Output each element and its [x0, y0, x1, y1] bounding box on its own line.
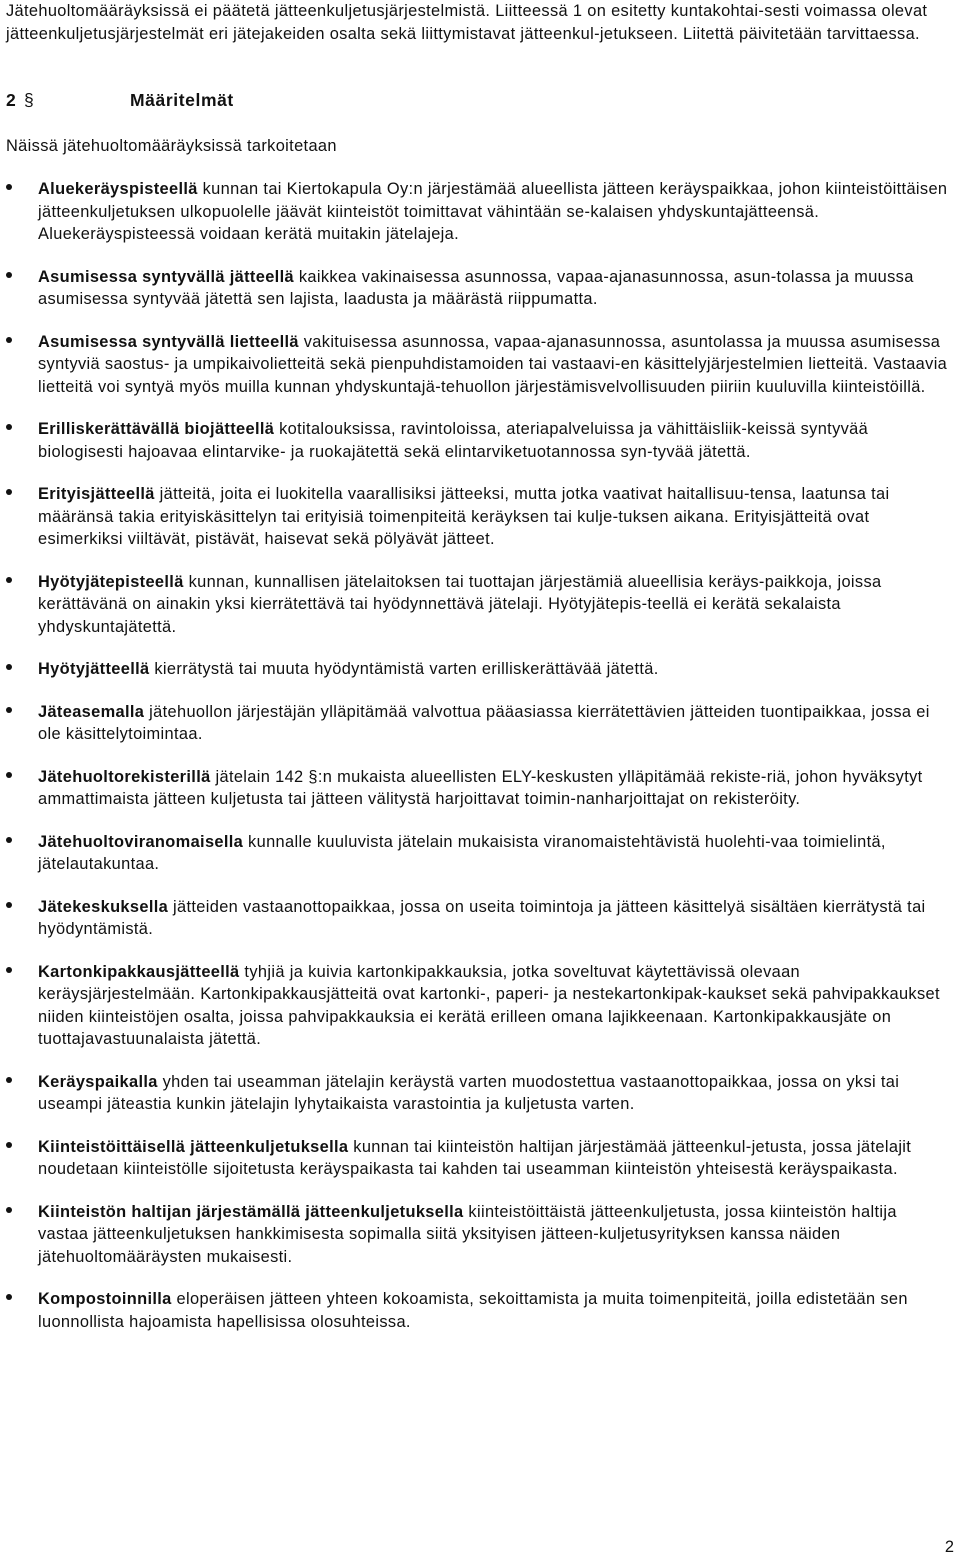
bullet-icon: [6, 337, 12, 343]
definition-item: [0, 1288, 960, 1333]
bullet-icon: [6, 707, 12, 713]
definition-term: Asumisessa syntyvällä jätteellä: [38, 267, 294, 286]
definition-text: kunnalle kuuluvista jätelain mukaisista viranomaistehtävistä huolehti-vaa toimielintä, jätelautakuntaa.: [38, 832, 886, 873]
definition-item: [0, 831, 960, 876]
definition-text: kunnan tai kiinteistön haltijan järjestämää jätteenkul-jetusta, jossa jätelajit noudetaan kiinteistölle sijoitetusta keräyspaikasta tai kahden tai useamman kiinteistön yhteisestä keräyspaikasta.: [38, 1137, 912, 1178]
intro-paragraph: Jätehuoltomääräyksissä ei päätetä jätteenkuljetusjärjestelmistä. Liitteessä 1 on esitetty kuntakohtai-sesti voimassa olevat jätteenkuljetusjärjestelmät eri jätejakeiden osalta sekä liittymistavat jätteenkul-jetukseen. Liitettä päivitetään tarvittaessa.: [6, 2, 928, 43]
bullet-icon: [6, 184, 12, 190]
definition-term: Aluekeräyspisteellä: [38, 180, 198, 198]
section-number: 2: [6, 90, 17, 110]
bullet-icon: [6, 772, 12, 778]
bullet-icon: [6, 424, 12, 430]
definition-text: vakituisessa asunnossa, vapaa-ajanasunnossa, asuntolassa ja muussa asumisessa syntyviä saostus- ja umpikaivolietteitä sekä pienpuhdistamoiden tai vastaavi-en käsittelyjärjestelmien lietteitä. Vastaavia lietteitä voi syntyä myös muilla kunnan yhdyskuntajä-tehuollon järjestämisvelvollisuuden piiriin kuuluvilla kiinteistöillä.: [38, 332, 948, 396]
definition-text: jätehuollon järjestäjän ylläpitämää valvottua pääasiassa kierrätettävien jätteiden tuontipaikkaa, jossa ei ole käsittelytoimintaa.: [38, 702, 930, 743]
definition-term: Kompostoinnilla: [38, 1290, 172, 1308]
definition-term: Kartonkipakkausjätteellä: [38, 962, 240, 981]
definition-item: [0, 1136, 960, 1181]
definition-term: Keräyspaikalla: [38, 1072, 158, 1091]
definition-term: Asumisessa syntyvällä lietteellä: [38, 332, 299, 351]
definition-term: Hyötyjätteellä: [38, 660, 150, 678]
section-symbol: §: [24, 90, 35, 110]
bullet-icon: [6, 1077, 12, 1083]
definition-text: tyhjiä ja kuivia kartonkipakkauksia, jotka soveltuvat käytettävissä olevaan keräysjärjestelmään. Kartonkipakkausjätteitä ovat kartonki-, paperi- ja nestekartonkipak-kaukset sekä pahvipakkaukset niiden kiinteistöjen osalta, joissa pahvipakkauksia ei kerätä erilleen omana lajikkeenaan. Kartonkipakkausjäte on tuottajavastuunalaista jätettä.: [38, 962, 940, 1048]
definition-item: [0, 961, 960, 1051]
definition-term: Kiinteistöittäisellä jätteenkuljetuksella: [38, 1137, 349, 1156]
definition-item: [0, 331, 960, 399]
bullet-icon: [6, 489, 12, 495]
bullet-icon: [6, 967, 12, 973]
definition-text: yhden tai useamman jätelajin keräystä varten muodostettua vastaanottopaikkaa, jossa on yksi tai useampi jäteastia kunkin jätelajin lyhytaikaista varastointia ja kuljetusta varten.: [38, 1072, 900, 1113]
definition-item: [0, 1071, 960, 1116]
definition-text: kaikkea vakinaisessa asunnossa, vapaa-ajanasunnossa, asun-tolassa ja muussa asumisessa syntyvää jätettä sen lajista, laadusta ja määrästä riippumatta.: [38, 267, 914, 308]
definition-item: [0, 658, 960, 681]
bullet-icon: [6, 577, 12, 583]
bullet-icon: [6, 1294, 12, 1300]
definition-item: [0, 766, 960, 811]
definition-text: kunnan, kunnallisen jätelaitoksen tai tuottajan järjestämiä alueellisia keräys-paikkoja, joissa kerättävänä on ainakin yksi kierrätettävä tai hyödynnettävä jätelaji. Hyötyjätepis-teellä ei kerätä sekalaista yhdyskuntajätettä.: [38, 572, 882, 636]
definition-term: Erilliskerättävällä biojätteellä: [38, 420, 275, 438]
definition-text: jätteiden vastaanottopaikkaa, jossa on useita toimintoja ja jätteen käsittelyä sisältäen kierrätystä tai hyödyntämistä.: [38, 897, 926, 938]
section-heading: [6, 88, 906, 112]
lead-paragraph: Näissä jätehuoltomääräyksissä tarkoitetaan: [6, 137, 337, 155]
definition-text: kiinteistöittäistä jätteenkuljetusta, jossa kiinteistön haltija vastaa jätteenkuljetuksen hankkimisesta sopimalla siitä yksityisen jätteen-kuljetusyrityksen kanssa näiden jätehuoltomääräysten mukaisesti.: [38, 1202, 897, 1266]
definition-term: Jätehuoltorekisterillä: [38, 767, 211, 786]
definition-item: [0, 483, 960, 551]
bullet-icon: [6, 664, 12, 670]
definition-item: [0, 701, 960, 746]
definition-text: kierrätystä tai muuta hyödyntämistä varten erilliskerättävää jätettä.: [149, 660, 659, 678]
definition-term: Jätehuoltoviranomaisella: [38, 832, 244, 851]
definition-text: kunnan tai Kiertokapula Oy:n järjestämää alueellista jätteen keräyspaikkaa, johon kiinteistöittäisen jätteenkuljetuksen ulkopuolelle jäävät kiinteistöt toimittavat vähintään se-kalaisen yhdyskuntajätteensä. Aluekeräyspisteessä voidaan kerätä muitakin jätelajeja.: [38, 180, 948, 243]
page-number: 2: [944, 1538, 954, 1556]
definition-item: [0, 266, 960, 311]
definition-item: [0, 418, 960, 463]
definition-item: [0, 1201, 960, 1269]
section-title: Määritelmät: [130, 90, 234, 110]
definition-term: Erityisjätteellä: [38, 485, 155, 503]
bullet-icon: [6, 272, 12, 278]
definitions-list: [0, 178, 960, 1353]
bullet-icon: [6, 1207, 12, 1213]
definition-item: [0, 178, 960, 246]
bullet-icon: [6, 1142, 12, 1148]
definition-term: Jätekeskuksella: [38, 897, 169, 916]
definition-text: jätteitä, joita ei luokitella vaarallisiksi jätteeksi, mutta jotka vaativat haitallisuu-tensa, laatunsa tai määränsä takia erityiskäsittelyn tai erityisiä toimenpiteitä keräyksen tai kulje-tuksen aikana. Erityisjätteitä ovat esimerkiksi viiltävät, pistävät, haisevat sekä pölyävät jätteet.: [38, 485, 890, 548]
definition-text: kotitalouksissa, ravintoloissa, ateriapalveluissa ja vähittäisliik-keissä syntyvää biologisesti hajoavaa elintarvike- ja ruokajätettä sekä elintarviketuotannossa syn-tyvää jätettä.: [38, 420, 869, 461]
definition-item: [0, 896, 960, 941]
definition-term: Jäteasemalla: [38, 702, 145, 721]
bullet-icon: [6, 902, 12, 908]
definition-text: eloperäisen jätteen yhteen kokoamista, sekoittamista ja muita toimenpiteitä, joilla edistetään sen luonnollista hajoamista hapellisissa olosuhteissa.: [38, 1290, 908, 1331]
bullet-icon: [6, 837, 12, 843]
definition-term: Kiinteistön haltijan järjestämällä jätteenkuljetuksella: [38, 1202, 464, 1221]
definition-item: [0, 571, 960, 639]
definition-text: jätelain 142 §:n mukaista alueellisten ELY-keskusten ylläpitämää rekiste-riä, johon hyväksytyt ammattimaista jätteen kuljetusta tai jätteen välitystä harjoittavat toimin-nanharjoittajat on rekisteröity.: [38, 767, 923, 808]
definition-term: Hyötyjätepisteellä: [38, 572, 184, 591]
